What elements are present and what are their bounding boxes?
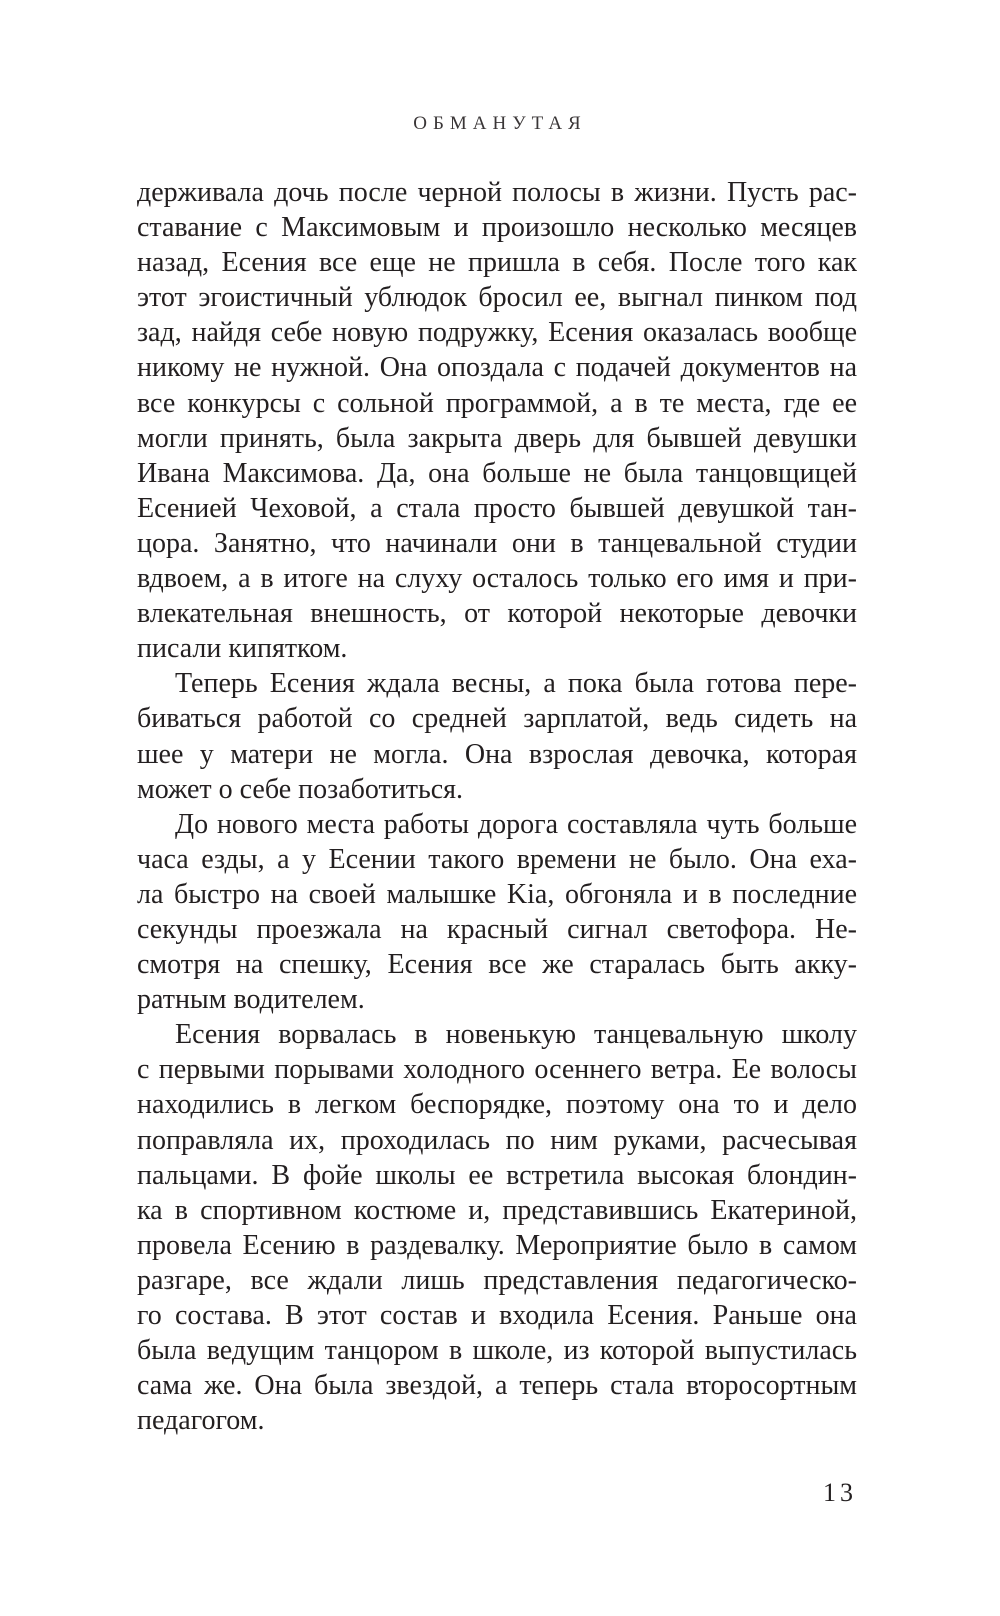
running-head: ОБМАНУТАЯ bbox=[413, 113, 587, 134]
text-line: Есения ворвалась в новенькую танцевальную школу bbox=[175, 1019, 857, 1051]
text-line: ла быстро на своей малышке Kia, обгоняла и в последние bbox=[137, 878, 857, 910]
paragraph bbox=[137, 666, 857, 806]
paragraph bbox=[137, 807, 857, 1018]
text-line: пальцами. В фойе школы ее встретила высокая блондин- bbox=[137, 1159, 857, 1191]
text-line: держивала дочь после черной полосы в жизни. Пусть рас- bbox=[137, 177, 857, 208]
paragraph bbox=[137, 175, 857, 666]
text-line: шее у матери не могла. Она взрослая девочка, которая bbox=[137, 738, 857, 770]
text-line: с первыми порывами холодного осеннего ветра. Ее волосы bbox=[137, 1054, 857, 1086]
text-line: педагогом. bbox=[137, 1405, 265, 1437]
page-number: 13 bbox=[823, 1478, 857, 1507]
text-line: провела Есению в раздевалку. Мероприятие было в самом bbox=[137, 1229, 857, 1261]
text-line: все конкурсы с сольной программой, а в те места, где ее bbox=[137, 387, 857, 419]
text-line: часа езды, а у Есении такого времени не было. Она еха- bbox=[137, 843, 857, 875]
text-line: была ведущим танцором в школе, из которой выпустилась bbox=[137, 1335, 857, 1367]
text-line: могли принять, была закрыта дверь для бывшей девушки bbox=[137, 422, 857, 454]
text-line: До нового места работы дорога составляла чуть больше bbox=[175, 808, 857, 840]
text-line: биваться работой со средней зарплатой, ведь сидеть на bbox=[137, 703, 857, 735]
paragraph bbox=[137, 1017, 857, 1438]
text-line: ратным водителем. bbox=[137, 984, 365, 1016]
text-line: назад, Есения все еще не пришла в себя. После того как bbox=[137, 247, 857, 279]
text-line: смотря на спешку, Есения все же старалась быть акку- bbox=[137, 949, 857, 981]
text-line: Есенией Чеховой, а стала просто бывшей девушкой тан- bbox=[137, 492, 857, 524]
text-line: писали кипятком. bbox=[137, 633, 348, 665]
text-line: ставание с Максимовым и произошло несколько месяцев bbox=[137, 212, 857, 244]
text-line: разгаре, все ждали лишь представления педагогическо- bbox=[137, 1264, 857, 1296]
text-line: влекательная внешность, от которой некоторые девочки bbox=[137, 598, 857, 630]
text-line: никому не нужной. Она опоздала с подачей документов на bbox=[137, 352, 857, 384]
text-line: может о себе позаботиться. bbox=[137, 773, 464, 805]
text-line: этот эгоистичный ублюдок бросил ее, выгнал пинком под bbox=[137, 282, 857, 314]
text-line: зад, найдя себе новую подружку, Есения оказалась вообще bbox=[137, 317, 857, 349]
text-line: цора. Занятно, что начинали они в танцевальной студии bbox=[137, 527, 857, 559]
text-line: го состава. В этот состав и входила Есения. Раньше она bbox=[137, 1300, 857, 1331]
text-line: Теперь Есения ждала весны, а пока была готова пере- bbox=[175, 668, 857, 700]
text-line: Ивана Максимова. Да, она больше не была танцовщицей bbox=[137, 457, 857, 489]
text-line: ка в спортивном костюме и, представившись Екатериной, bbox=[137, 1194, 857, 1226]
text-line: секунды проезжала на красный сигнал светофора. Не- bbox=[137, 913, 857, 945]
text-line: вдвоем, а в итоге на слуху осталось только его имя и при- bbox=[137, 563, 857, 595]
text-line: поправляла их, проходилась по ним руками, расчесывая bbox=[137, 1124, 857, 1156]
text-line: находились в легком беспорядке, поэтому она то и дело bbox=[137, 1089, 857, 1121]
text-line: сама же. Она была звездой, а теперь стала второсортным bbox=[137, 1370, 857, 1402]
page-body-text bbox=[137, 175, 857, 1438]
